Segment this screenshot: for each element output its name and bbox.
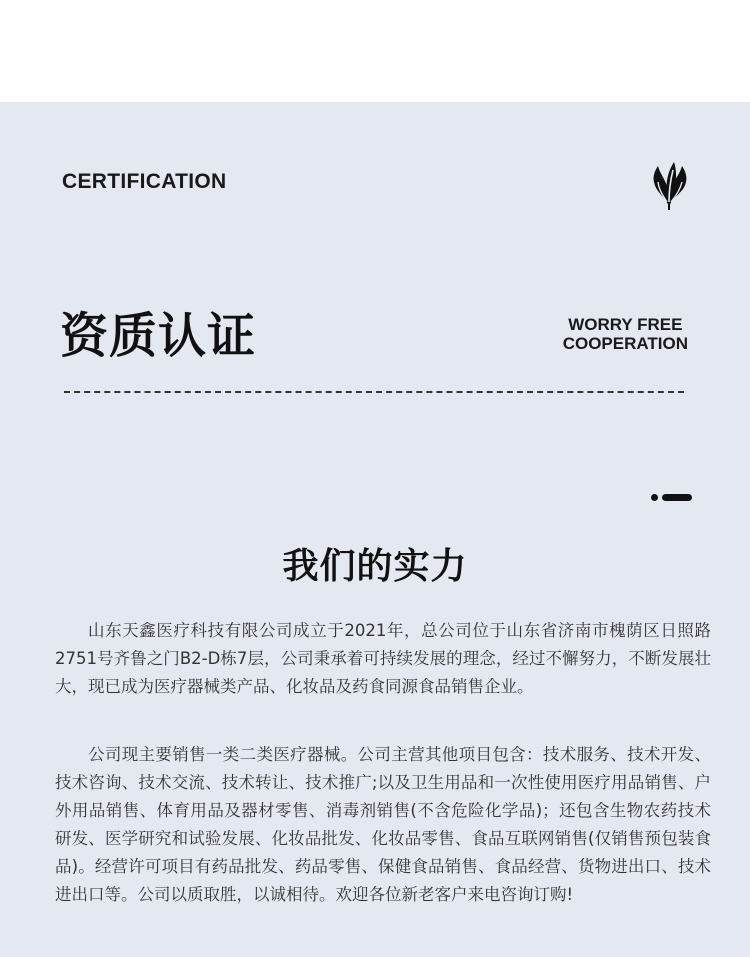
leaf-icon <box>646 158 692 210</box>
dashed-divider <box>64 391 684 393</box>
certification-label: CERTIFICATION <box>62 170 227 193</box>
tagline-line-1: WORRY FREE <box>568 315 683 334</box>
business-paragraph: 公司现主要销售一类二类医疗器械。公司主营其他项目包含：技术服务、技术开发、技术咨询、技术交流、技术转让、技术推广;以及卫生用品和一次性使用医疗用品销售、户外用品销售、体育用品及器材零售、消毒剂销售(不含危险化学品)；还包含生物农药技术研发、医学研究和试验发展、化妆品批发、化妆品零售、食品互联网销售(仅销售预包装食品)。经营许可项目有药品批发、药品零售、保健食品销售、食品经营、货物进出口、技术进出口等。公司以质取胜，以诚相待。欢迎各位新老客户来电咨询订购! <box>55 745 711 904</box>
dot <box>651 494 658 501</box>
tagline <box>563 315 688 353</box>
intro-paragraph: 山东天鑫医疗科技有限公司成立于2021年，总公司位于山东省济南市槐荫区日照路2751号齐鲁之门B2-D栋7层，公司秉承着可持续发展的理念，经过不懈努力，不断发展壮大，现已成为医疗器械类产品、化妆品及药食同源食品销售企业。 <box>55 621 711 696</box>
pill-bar <box>662 494 692 501</box>
page-title: 资质认证 <box>60 308 257 364</box>
section-title: 我们的实力 <box>282 546 468 587</box>
tagline-line-2: COOPERATION <box>562 334 688 353</box>
